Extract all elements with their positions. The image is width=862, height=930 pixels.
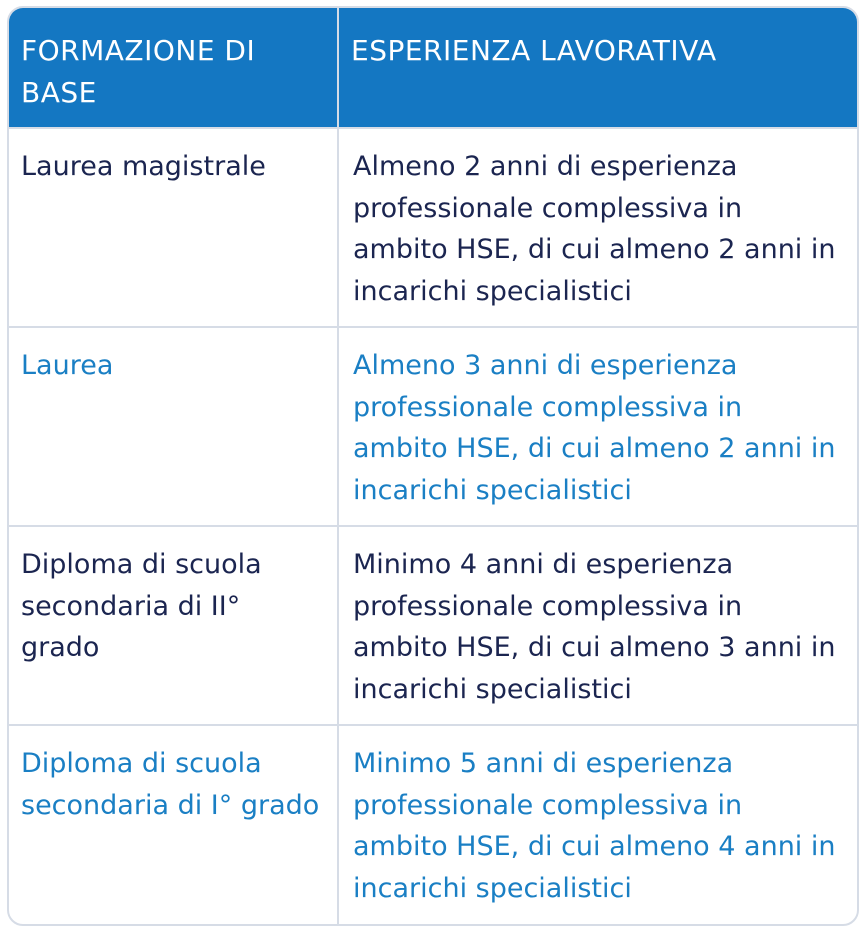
cell-esperienza: Minimo 4 anni di esperienza professionale complessiva in ambito HSE, di cui almeno 3 anni in incarichi specialistici <box>338 526 857 725</box>
table-row <box>9 526 857 725</box>
cell-esperienza: Minimo 5 anni di esperienza professionale complessiva in ambito HSE, di cui almeno 4 anni in incarichi specialistici <box>338 725 857 924</box>
table-row <box>9 128 857 327</box>
cell-esperienza: Almeno 3 anni di esperienza professionale complessiva in ambito HSE, di cui almeno 2 anni in incarichi specialistici <box>338 327 857 526</box>
cell-formazione: Laurea <box>9 327 338 526</box>
table-row <box>9 725 857 924</box>
requirements-table-container <box>7 6 859 926</box>
table-body <box>9 128 857 924</box>
header-row <box>9 8 857 128</box>
header-esperienza: ESPERIENZA LAVORATIVA <box>338 8 857 128</box>
requirements-table <box>9 8 857 924</box>
cell-esperienza: Almeno 2 anni di esperienza professionale complessiva in ambito HSE, di cui almeno 2 anni in incarichi specialistici <box>338 128 857 327</box>
cell-formazione: Diploma di scuola secondaria di II° grado <box>9 526 338 725</box>
header-formazione: FORMAZIONE DI BASE <box>9 8 338 128</box>
cell-formazione: Laurea magistrale <box>9 128 338 327</box>
cell-formazione: Diploma di scuola secondaria di I° grado <box>9 725 338 924</box>
table-header <box>9 8 857 128</box>
table-row <box>9 327 857 526</box>
